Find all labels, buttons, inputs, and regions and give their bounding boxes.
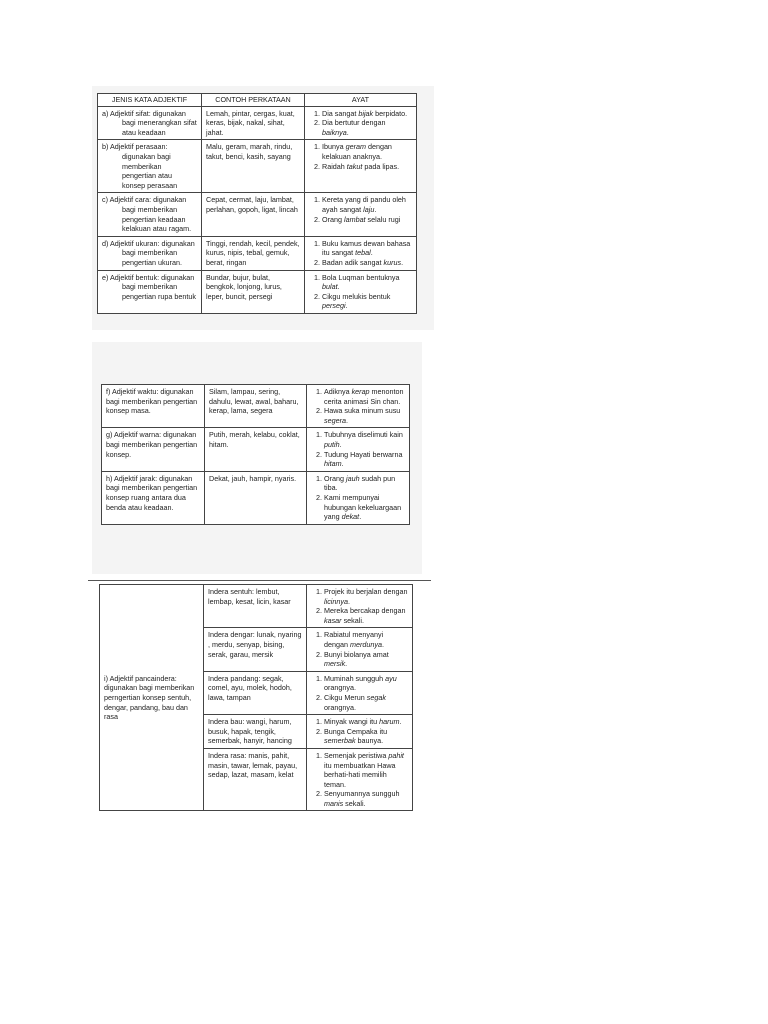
table-row: [100, 585, 413, 628]
sentence-item: [322, 258, 412, 268]
sentences-cell: [307, 471, 410, 524]
sentence-text: Muminah sungguh: [324, 673, 386, 683]
examples-cell: Indera pandang: segak, comel, ayu, molek, hodoh, lawa, tampan: [204, 671, 307, 714]
sentence-text: .: [345, 301, 348, 311]
sentence-text: .: [401, 257, 404, 267]
sentence-text: .: [381, 639, 384, 649]
sentence-item: [322, 142, 412, 161]
sentence-text: Adiknya: [324, 387, 352, 396]
sentence-list: [311, 387, 405, 425]
sentences-cell: [307, 585, 413, 628]
adjective-type-text: i) Adjektif pancaindera: digunakan bagi memberikan perngertian konsep sentuh, dengar, pandang, bau dan rasa: [104, 673, 195, 722]
column-header: JENIS KATA ADJEKTIF: [98, 94, 202, 107]
sentence-list: [311, 474, 405, 522]
table-row: [98, 270, 417, 313]
sentence-item: [324, 650, 408, 669]
sentence-text: Bola Luqman bentuknya: [322, 272, 400, 282]
adjective-word: manis: [324, 798, 344, 808]
sentence-text: .: [359, 512, 362, 522]
adjective-type-cell: c) Adjektif cara: digunakan bagi memberikan pengertian keadaan kelakuan atau ragam.: [98, 193, 202, 236]
sentence-item: [324, 387, 405, 406]
sentence-list: [309, 195, 412, 224]
adjective-table-1: [97, 93, 417, 314]
sentence-text: orangnya.: [324, 702, 356, 712]
table-row: [98, 193, 417, 236]
sentence-text: Cikgu melukis bentuk: [322, 291, 391, 301]
sentences-cell: [305, 106, 417, 140]
sentence-text: Semenjak peristiwa: [324, 750, 389, 760]
sentence-text: Orang: [322, 214, 344, 224]
sentence-text: Projek itu berjalan dengan: [324, 587, 408, 596]
table-row: [98, 106, 417, 140]
adjective-word: merdunya: [349, 639, 382, 649]
sentence-item: [324, 406, 405, 425]
examples-cell: Malu, geram, marah, rindu, takut, benci, kasih, sayang: [202, 140, 305, 193]
sentence-text: itu membuatkan Hawa berhati-hati memilih teman.: [324, 760, 396, 789]
sentence-text: Dia sangat: [322, 108, 359, 118]
sentence-item: [324, 587, 408, 606]
sentence-item: [322, 109, 412, 119]
sentence-list: [311, 717, 408, 746]
sentence-item: [324, 717, 408, 727]
examples-cell: Indera dengar: lunak, nyaring , merdu, senyap, bising, serak, garau, mersik: [204, 628, 307, 671]
sentences-cell: [307, 385, 410, 428]
sentence-text: Kami mempunyai hubungan kekeluargaan yang: [324, 492, 402, 522]
sentence-list: [309, 109, 412, 138]
sentence-text: .: [347, 596, 350, 606]
sentence-text: menonton cerita animasi Sin chan.: [324, 387, 404, 406]
table-header-row: [98, 94, 417, 107]
adjective-type-cell: g) Adjektif warna: digunakan bagi memberikan pengertian konsep.: [102, 428, 205, 471]
adjective-word: persegi: [322, 301, 346, 311]
sentence-item: [322, 292, 412, 311]
sentence-item: [324, 674, 408, 693]
sentence-item: [324, 751, 408, 789]
adjective-word: dekat: [341, 512, 360, 522]
sentence-list: [311, 630, 408, 668]
sentence-item: [322, 215, 412, 225]
sentence-text: Rabiatul menyanyi dengan: [324, 630, 384, 649]
adjective-type-cell: a) Adjektif sifat: digunakan bagi menerangkan sifat atau keadaan: [98, 106, 202, 140]
adjective-word: kasar: [324, 615, 342, 625]
adjective-word: kurus: [383, 257, 402, 267]
sentence-text: .: [345, 659, 348, 669]
examples-cell: Putih, merah, kelabu, coklat, hitam.: [205, 428, 307, 471]
sentence-text: Ibunya: [322, 142, 346, 152]
sentence-item: [324, 474, 405, 493]
adjective-table-2: [101, 384, 410, 525]
sentence-text: .: [345, 415, 348, 425]
adjective-word: ayu: [385, 673, 397, 683]
sentence-list: [309, 273, 412, 311]
sentence-text: Badan adik sangat: [322, 257, 384, 267]
sentences-cell: [307, 715, 413, 749]
examples-cell: Silam, lampau, sering, dahulu, lewat, awal, baharu, kerap, lama, segera: [205, 385, 307, 428]
sentence-item: [324, 493, 405, 522]
adjective-word: pahit: [388, 750, 404, 760]
examples-cell: Indera bau: wangi, harum, busuk, hapak, tengik, semerbak, hanyir, hancing: [204, 715, 307, 749]
sentence-text: dengan kelakuan anaknya.: [322, 142, 392, 161]
adjective-word: jauh: [345, 473, 360, 483]
sentence-item: [322, 239, 412, 258]
sentence-text: Raidah: [322, 161, 347, 171]
sentence-text: Hawa suka minum susu: [324, 406, 401, 416]
adjective-word: baiknya: [322, 127, 347, 137]
table-row: [98, 236, 417, 270]
sentences-cell: [307, 671, 413, 714]
sentence-list: [309, 239, 412, 268]
adjective-word: segak: [366, 692, 386, 702]
examples-cell: Dekat, jauh, hampir, nyaris.: [205, 471, 307, 524]
sentences-cell: [305, 236, 417, 270]
sentences-cell: [305, 140, 417, 193]
table-row: [102, 428, 410, 471]
adjective-word: semerbak: [324, 736, 356, 746]
sentence-text: .: [337, 282, 340, 292]
sentence-list: [311, 674, 408, 712]
sentence-item: [322, 273, 412, 292]
sentence-list: [311, 587, 408, 625]
sentence-text: .: [346, 127, 349, 137]
examples-cell: Lemah, pintar, cergas, kuat, keras, bijak, nakal, sihat, jahat.: [202, 106, 305, 140]
sentence-list: [309, 142, 412, 171]
sentence-text: sekali.: [341, 615, 364, 625]
sentence-text: Orang: [324, 473, 346, 483]
sentence-text: Tudung Hayati berwarna: [324, 449, 403, 459]
sentence-item: [324, 450, 405, 469]
sentence-text: Buku kamus dewan bahasa itu sangat: [322, 238, 411, 258]
sentence-item: [324, 606, 408, 625]
sentences-cell: [307, 628, 413, 671]
sentence-item: [324, 789, 408, 808]
sentence-text: .: [399, 717, 402, 727]
adjective-type-cell: h) Adjektif jarak: digunakan bagi memberikan pengertian konsep ruang antara dua benda atau keadaan.: [102, 471, 205, 524]
column-header: CONTOH PERKATAAN: [202, 94, 305, 107]
adjective-type-cell: b) Adjektif perasaan: digunakan bagi memberikan pengertian atau konsep perasaan: [98, 140, 202, 193]
examples-cell: Tinggi, rendah, kecil, pendek, kurus, nipis, tebal, gemuk, berat, ringan: [202, 236, 305, 270]
sentence-list: [311, 751, 408, 809]
sentence-text: sekali.: [343, 798, 366, 808]
adjective-type-cell: f) Adjektif waktu: digunakan bagi memberikan pengertian konsep masa.: [102, 385, 205, 428]
examples-cell: Indera sentuh: lembut, lembap, kesat, licin, kasar: [204, 585, 307, 628]
adjective-table-3: [99, 584, 413, 811]
adjective-word: hitam: [324, 459, 342, 469]
sentence-text: .: [341, 459, 344, 469]
adjective-word: geram: [345, 142, 366, 152]
adjective-word: bijak: [358, 108, 374, 118]
sentences-cell: [307, 428, 410, 471]
adjective-type-cell: e) Adjektif bentuk: digunakan bagi memberikan pengertian rupa bentuk: [98, 270, 202, 313]
sentence-text: baunya.: [355, 736, 384, 746]
column-header: AYAT: [305, 94, 417, 107]
sentence-text: Senyumannya sungguh: [324, 789, 400, 799]
sentence-item: [322, 118, 412, 137]
sentence-text: .: [374, 204, 377, 214]
sentence-text: Bunyi biolanya amat: [324, 649, 389, 659]
adjective-type-cell: [100, 585, 204, 811]
sentence-item: [324, 693, 408, 712]
sentence-text: pada lipas.: [362, 161, 400, 171]
sentence-item: [322, 162, 412, 172]
sentence-list: [311, 430, 405, 468]
adjective-word: lambat: [343, 214, 366, 224]
sentences-cell: [305, 270, 417, 313]
adjective-type-cell: d) Adjektif ukuran: digunakan bagi memberikan pengertian ukuran.: [98, 236, 202, 270]
sentence-text: Cikgu Merun: [324, 692, 367, 702]
sentence-text: Mereka bercakap dengan: [324, 606, 406, 616]
adjective-word: licinnya: [324, 596, 348, 606]
table-row: [102, 385, 410, 428]
adjective-word: laju: [363, 204, 375, 214]
sentences-cell: [307, 748, 413, 811]
sentence-item: [324, 630, 408, 649]
examples-cell: Bundar, bujur, bulat, bengkok, lonjong, lurus, leper, buncit, persegi: [202, 270, 305, 313]
table-row: [102, 471, 410, 524]
sentence-text: Minyak wangi itu: [324, 717, 380, 727]
sentence-item: [324, 727, 408, 746]
sentences-cell: [305, 193, 417, 236]
sentence-text: sudah pun tiba.: [324, 473, 396, 493]
adjective-word: mersik: [324, 659, 346, 669]
adjective-word: kerap: [351, 387, 370, 396]
sentence-text: .: [370, 248, 373, 258]
divider-line: [88, 580, 431, 581]
sentence-text: Kereta yang di pandu oleh ayah sangat: [322, 195, 406, 214]
sentence-item: [322, 195, 412, 214]
examples-cell: Cepat, cermat, laju, lambat, perlahan, gopoh, ligat, lincah: [202, 193, 305, 236]
examples-cell: Indera rasa: manis, pahit, masin, tawar, lemak, payau, sedap, lazat, masam, kelat: [204, 748, 307, 811]
adjective-word: putih: [324, 439, 340, 449]
sentence-text: orangnya.: [324, 683, 356, 693]
sentence-text: selalu rugi: [365, 214, 401, 224]
adjective-word: bulat: [322, 282, 338, 292]
adjective-word: tebal: [355, 248, 371, 258]
adjective-word: takut: [346, 161, 363, 171]
table-row: [98, 140, 417, 193]
sentence-text: Dia bertutur dengan: [322, 118, 386, 128]
sentence-text: berpidato.: [373, 108, 408, 118]
sentence-text: .: [339, 439, 342, 449]
adjective-word: segera: [324, 415, 346, 425]
sentence-text: Bunga Cempaka itu: [324, 726, 388, 736]
adjective-word: harum: [379, 717, 400, 727]
sentence-item: [324, 430, 405, 449]
sentence-text: Tubuhnya diselimuti kain: [324, 430, 403, 440]
